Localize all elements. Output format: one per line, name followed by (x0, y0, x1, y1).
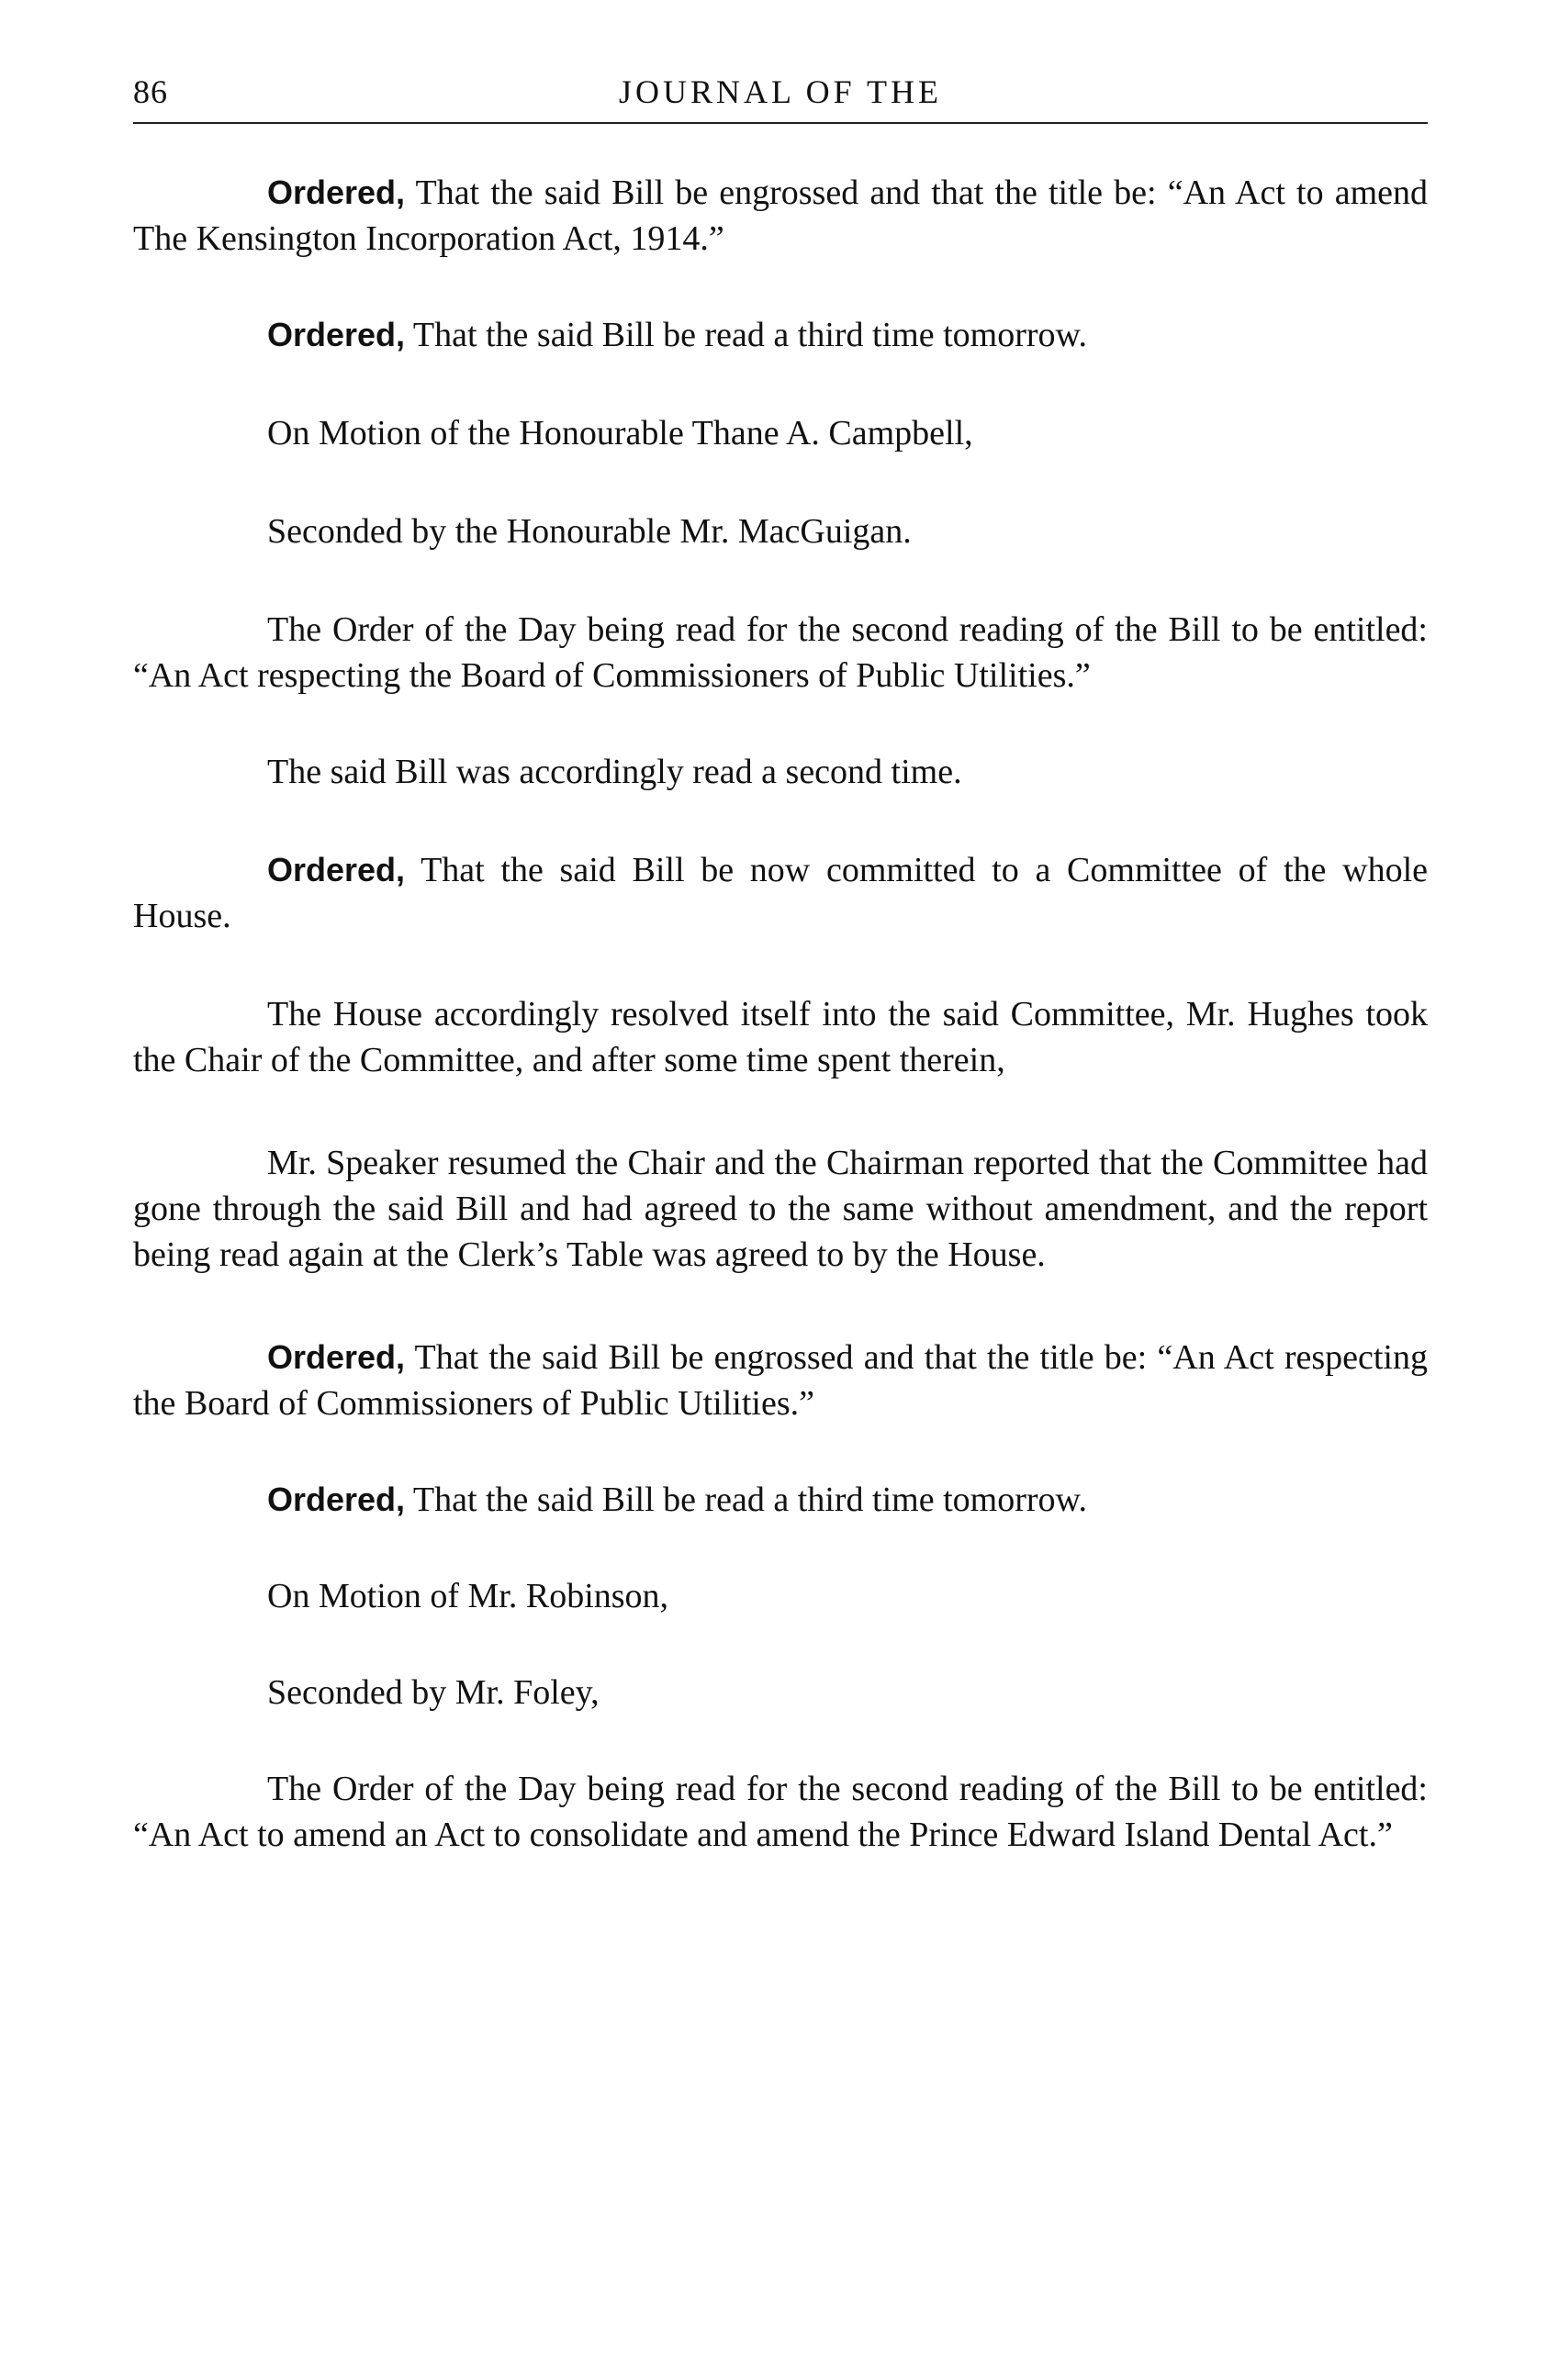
paragraph-ordered-third-reading-2 (133, 1477, 1428, 1523)
paragraph-text: The House accordingly resolved itself into the said Committee, Mr. Hughes took the Chair of the Committee, and after some time spent therein, (133, 995, 1428, 1079)
paragraph-order-of-day-utilities (133, 607, 1428, 698)
paragraph-second-reading (133, 749, 1428, 795)
paragraph-text: That the said Bill be read a third time tomorrow. (405, 1481, 1087, 1519)
paragraph-text: Mr. Speaker resumed the Chair and the Chairman reported that the Committee had gone through the said Bill and had agreed to the same without amendment, and the report being read again at the Clerk’s Table was agreed to by the House. (133, 1144, 1428, 1274)
running-title: JOURNAL OF THE (618, 73, 942, 110)
paragraph-text: That the said Bill be engrossed and that the title be: “An Act respecting the Board of Commissioners of Public Utilities.” (133, 1338, 1428, 1423)
paragraph-ordered-third-reading (133, 312, 1428, 358)
ordered-lead: Ordered, (267, 1338, 406, 1376)
paragraph-motion-robinson (133, 1573, 1428, 1619)
ordered-lead: Ordered, (267, 316, 406, 353)
paragraph-text: The Order of the Day being read for the second reading of the Bill to be entitled: “An Act respecting the Board of Commissioners of Public Utilities.” (133, 610, 1428, 695)
paragraph-seconded-foley (133, 1670, 1428, 1715)
paragraph-text: That the said Bill be read a third time tomorrow. (405, 316, 1087, 354)
paragraph-house-resolved (133, 991, 1428, 1083)
paragraph-ordered-title-kensington (133, 170, 1428, 262)
paragraph-seconded-macguigan (133, 508, 1428, 554)
paragraph-text: The Order of the Day being read for the second reading of the Bill to be entitled: “An Act to amend an Act to consolidate and amend the Prince Edward Island Dental Act.” (133, 1770, 1428, 1854)
journal-body (133, 170, 1428, 1910)
paragraph-speaker-resumed (133, 1140, 1428, 1278)
ordered-lead: Ordered, (267, 1481, 406, 1518)
header-rule (133, 122, 1428, 124)
paragraph-motion-campbell (133, 410, 1428, 456)
ordered-lead: Ordered, (267, 851, 406, 888)
paragraph-text: Seconded by Mr. Foley, (267, 1673, 600, 1712)
ordered-lead: Ordered, (267, 173, 406, 211)
paragraph-ordered-title-utilities (133, 1335, 1428, 1426)
paragraph-text: The said Bill was accordingly read a second time. (267, 753, 962, 791)
paragraph-text: That the said Bill be now committed to a Committee of the whole House. (133, 851, 1428, 935)
paragraph-text: That the said Bill be engrossed and that the title be: “An Act to amend The Kensington Incorporation Act, 1914.” (133, 173, 1428, 258)
paragraph-ordered-committee (133, 847, 1428, 939)
paragraph-text: On Motion of Mr. Robinson, (267, 1577, 669, 1615)
page-number: 86 (133, 73, 168, 110)
paragraph-text: On Motion of the Honourable Thane A. Campbell, (267, 414, 973, 453)
paragraph-text: Seconded by the Honourable Mr. MacGuigan. (267, 512, 912, 551)
paragraph-order-of-day-dental (133, 1766, 1428, 1858)
page-header (133, 69, 1428, 124)
